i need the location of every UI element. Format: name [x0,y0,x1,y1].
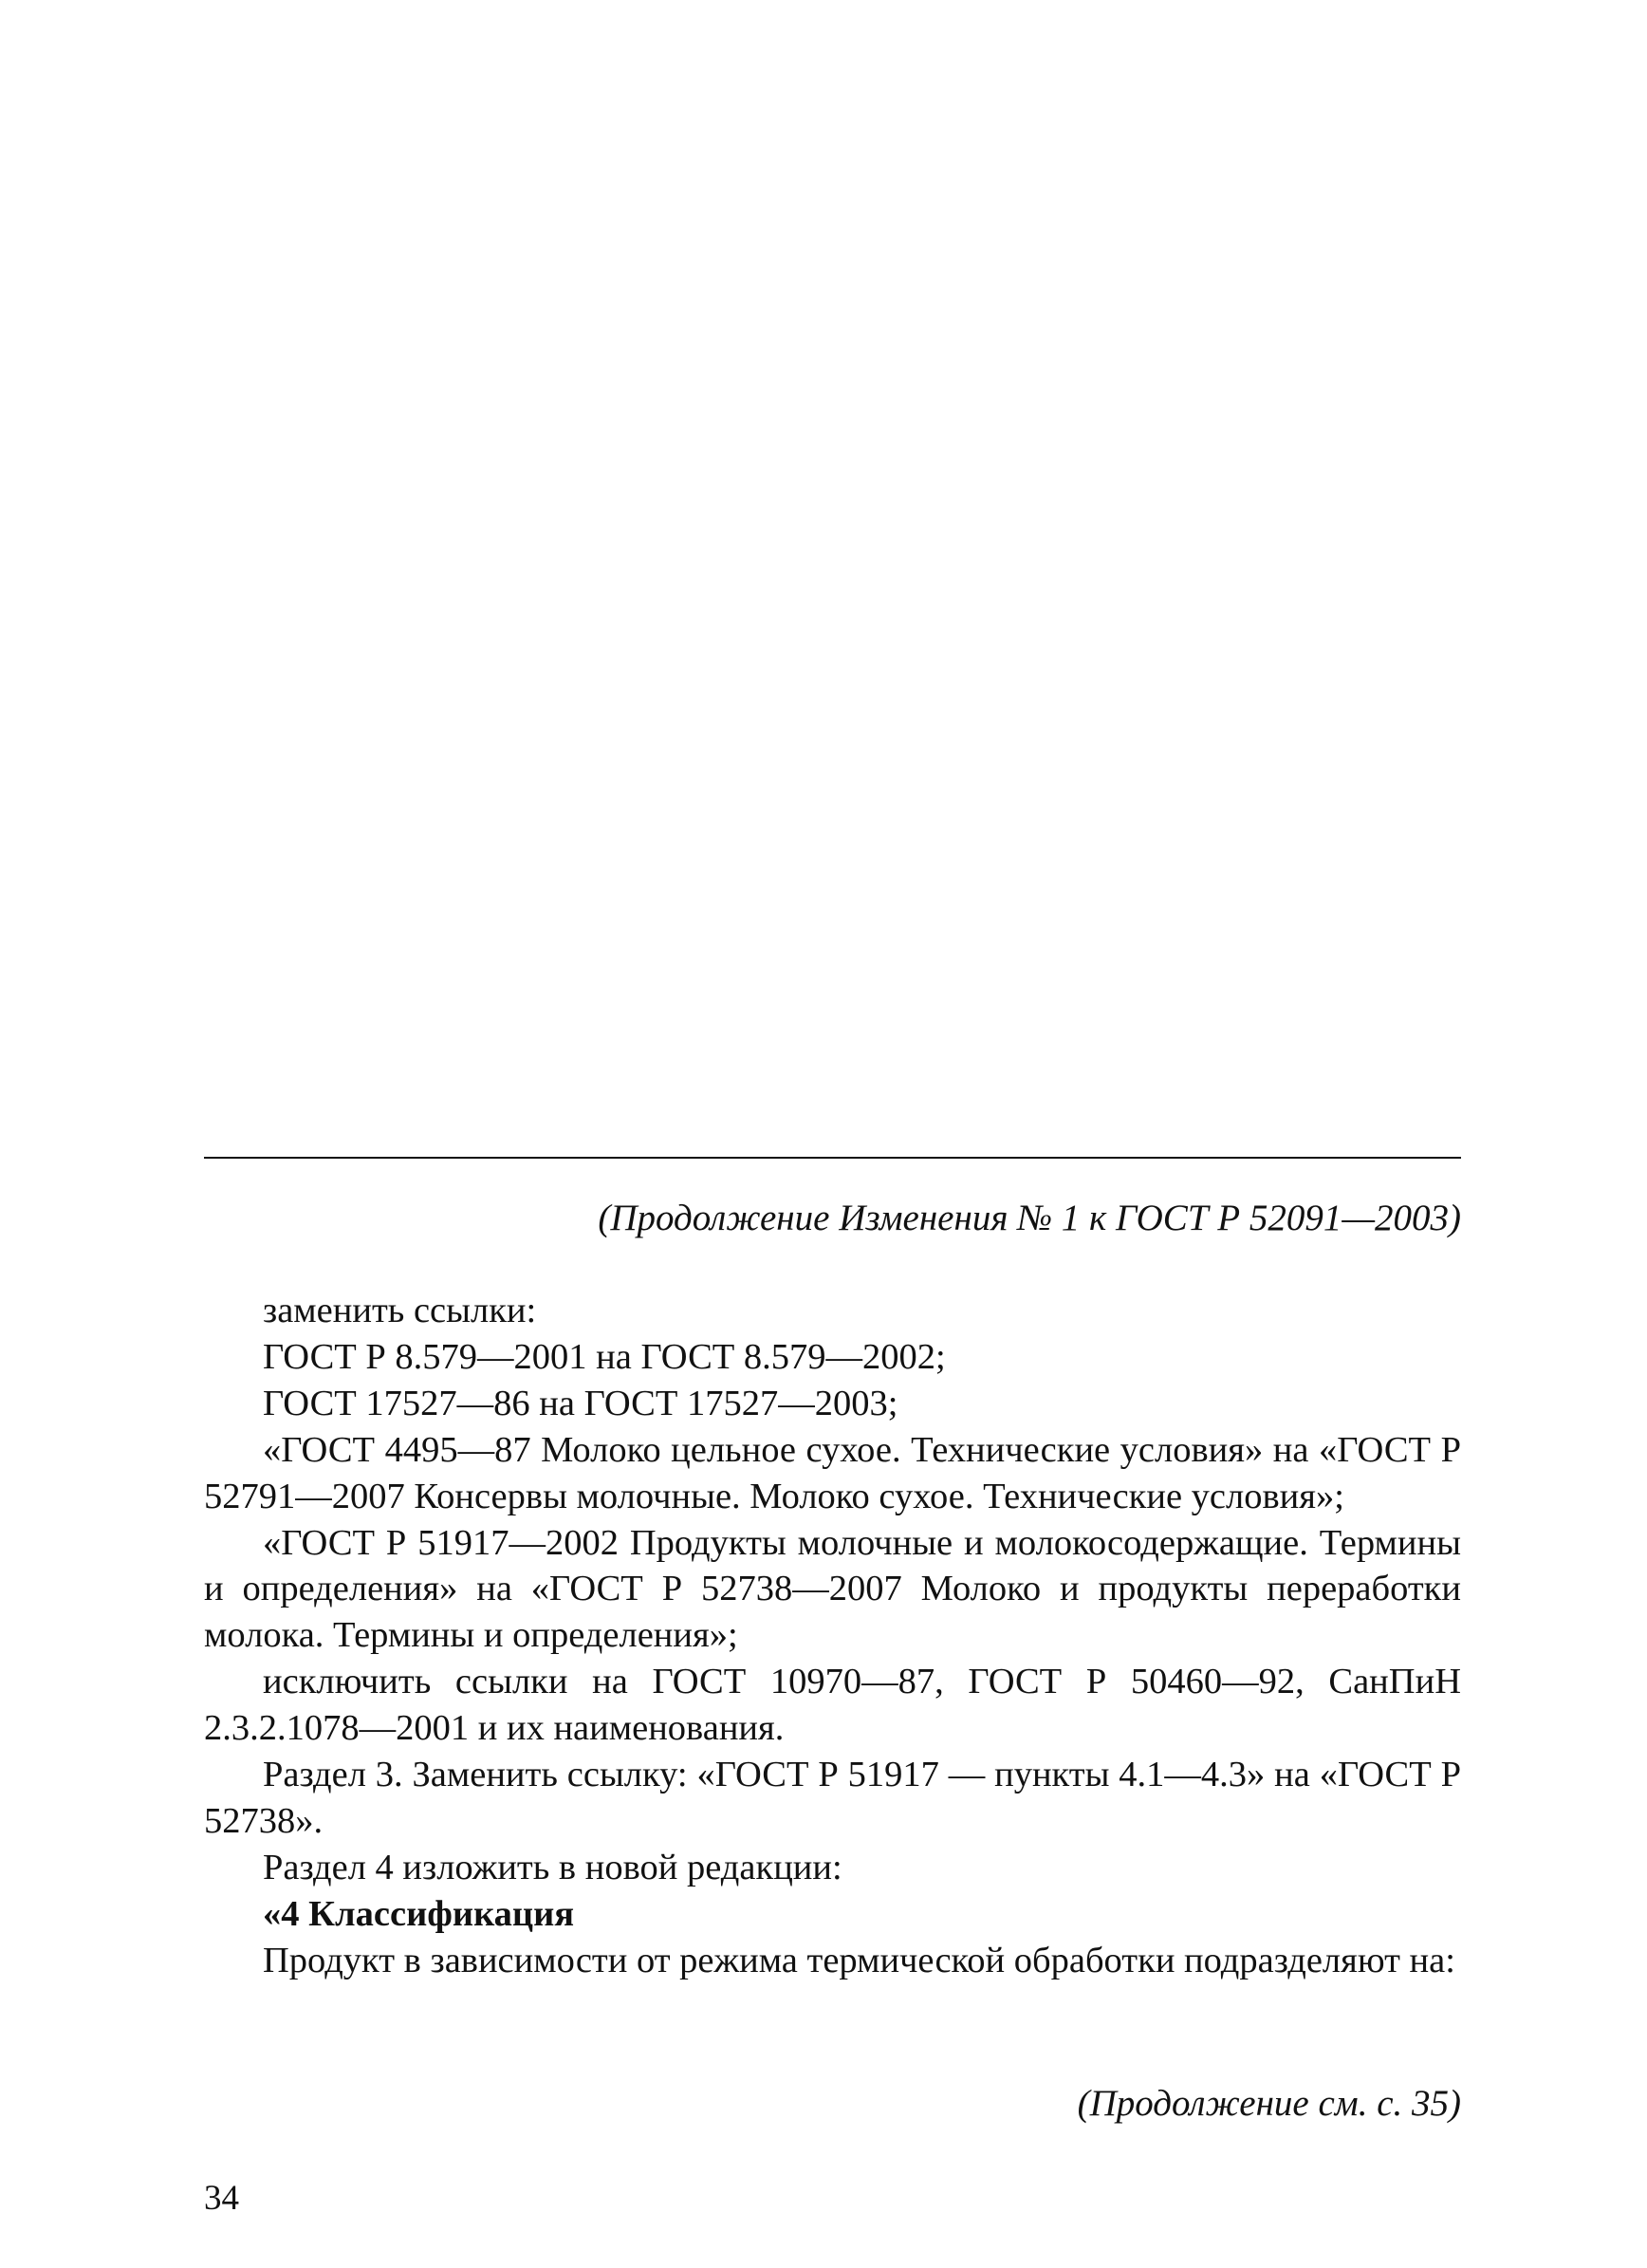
continuation-header: (Продолжение Изменения № 1 к ГОСТ Р 52091—2003) [598,1198,1461,1238]
paragraph-section-4: Раздел 4 изложить в новой редакции: [263,1847,842,1887]
paragraph-replace-refs: заменить ссылки: [263,1291,537,1330]
body-text [204,1288,1461,1984]
paragraph-exclude-refs: исключить ссылки на ГОСТ 10970—87, ГОСТ Р 50460—92, СанПиН 2.3.2.1078—2001 и их наименования. [204,1662,1461,1749]
paragraph-gost-51917: «ГОСТ Р 51917—2002 Продукты молочные и молокосодержащие. Термины и определения» на «ГОСТ Р 52738—2007 Молоко и продукты переработки молока. Термины и определения»; [204,1522,1461,1656]
section-heading-classification: «4 Классификация [263,1893,575,1934]
continuation-footer: (Продолжение см. с. 35) [1077,2083,1461,2124]
paragraph-section-3: Раздел 3. Заменить ссылку: «ГОСТ Р 51917 — пункты 4.1—4.3» на «ГОСТ Р 52738». [204,1755,1461,1841]
paragraph-gost-4495: «ГОСТ 4495—87 Молоко цельное сухое. Технические условия» на «ГОСТ Р 52791—2007 Консервы молочные. Молоко сухое. Технические условия»; [204,1429,1461,1516]
header-rule [204,1157,1461,1159]
paragraph-gost-8579: ГОСТ Р 8.579—2001 на ГОСТ 8.579—2002; [263,1336,946,1377]
page-number: 34 [204,2179,239,2218]
paragraph-product-classification: Продукт в зависимости от режима термической обработки подразделяют на: [263,1940,1455,1980]
paragraph-gost-17527: ГОСТ 17527—86 на ГОСТ 17527—2003; [263,1383,898,1423]
